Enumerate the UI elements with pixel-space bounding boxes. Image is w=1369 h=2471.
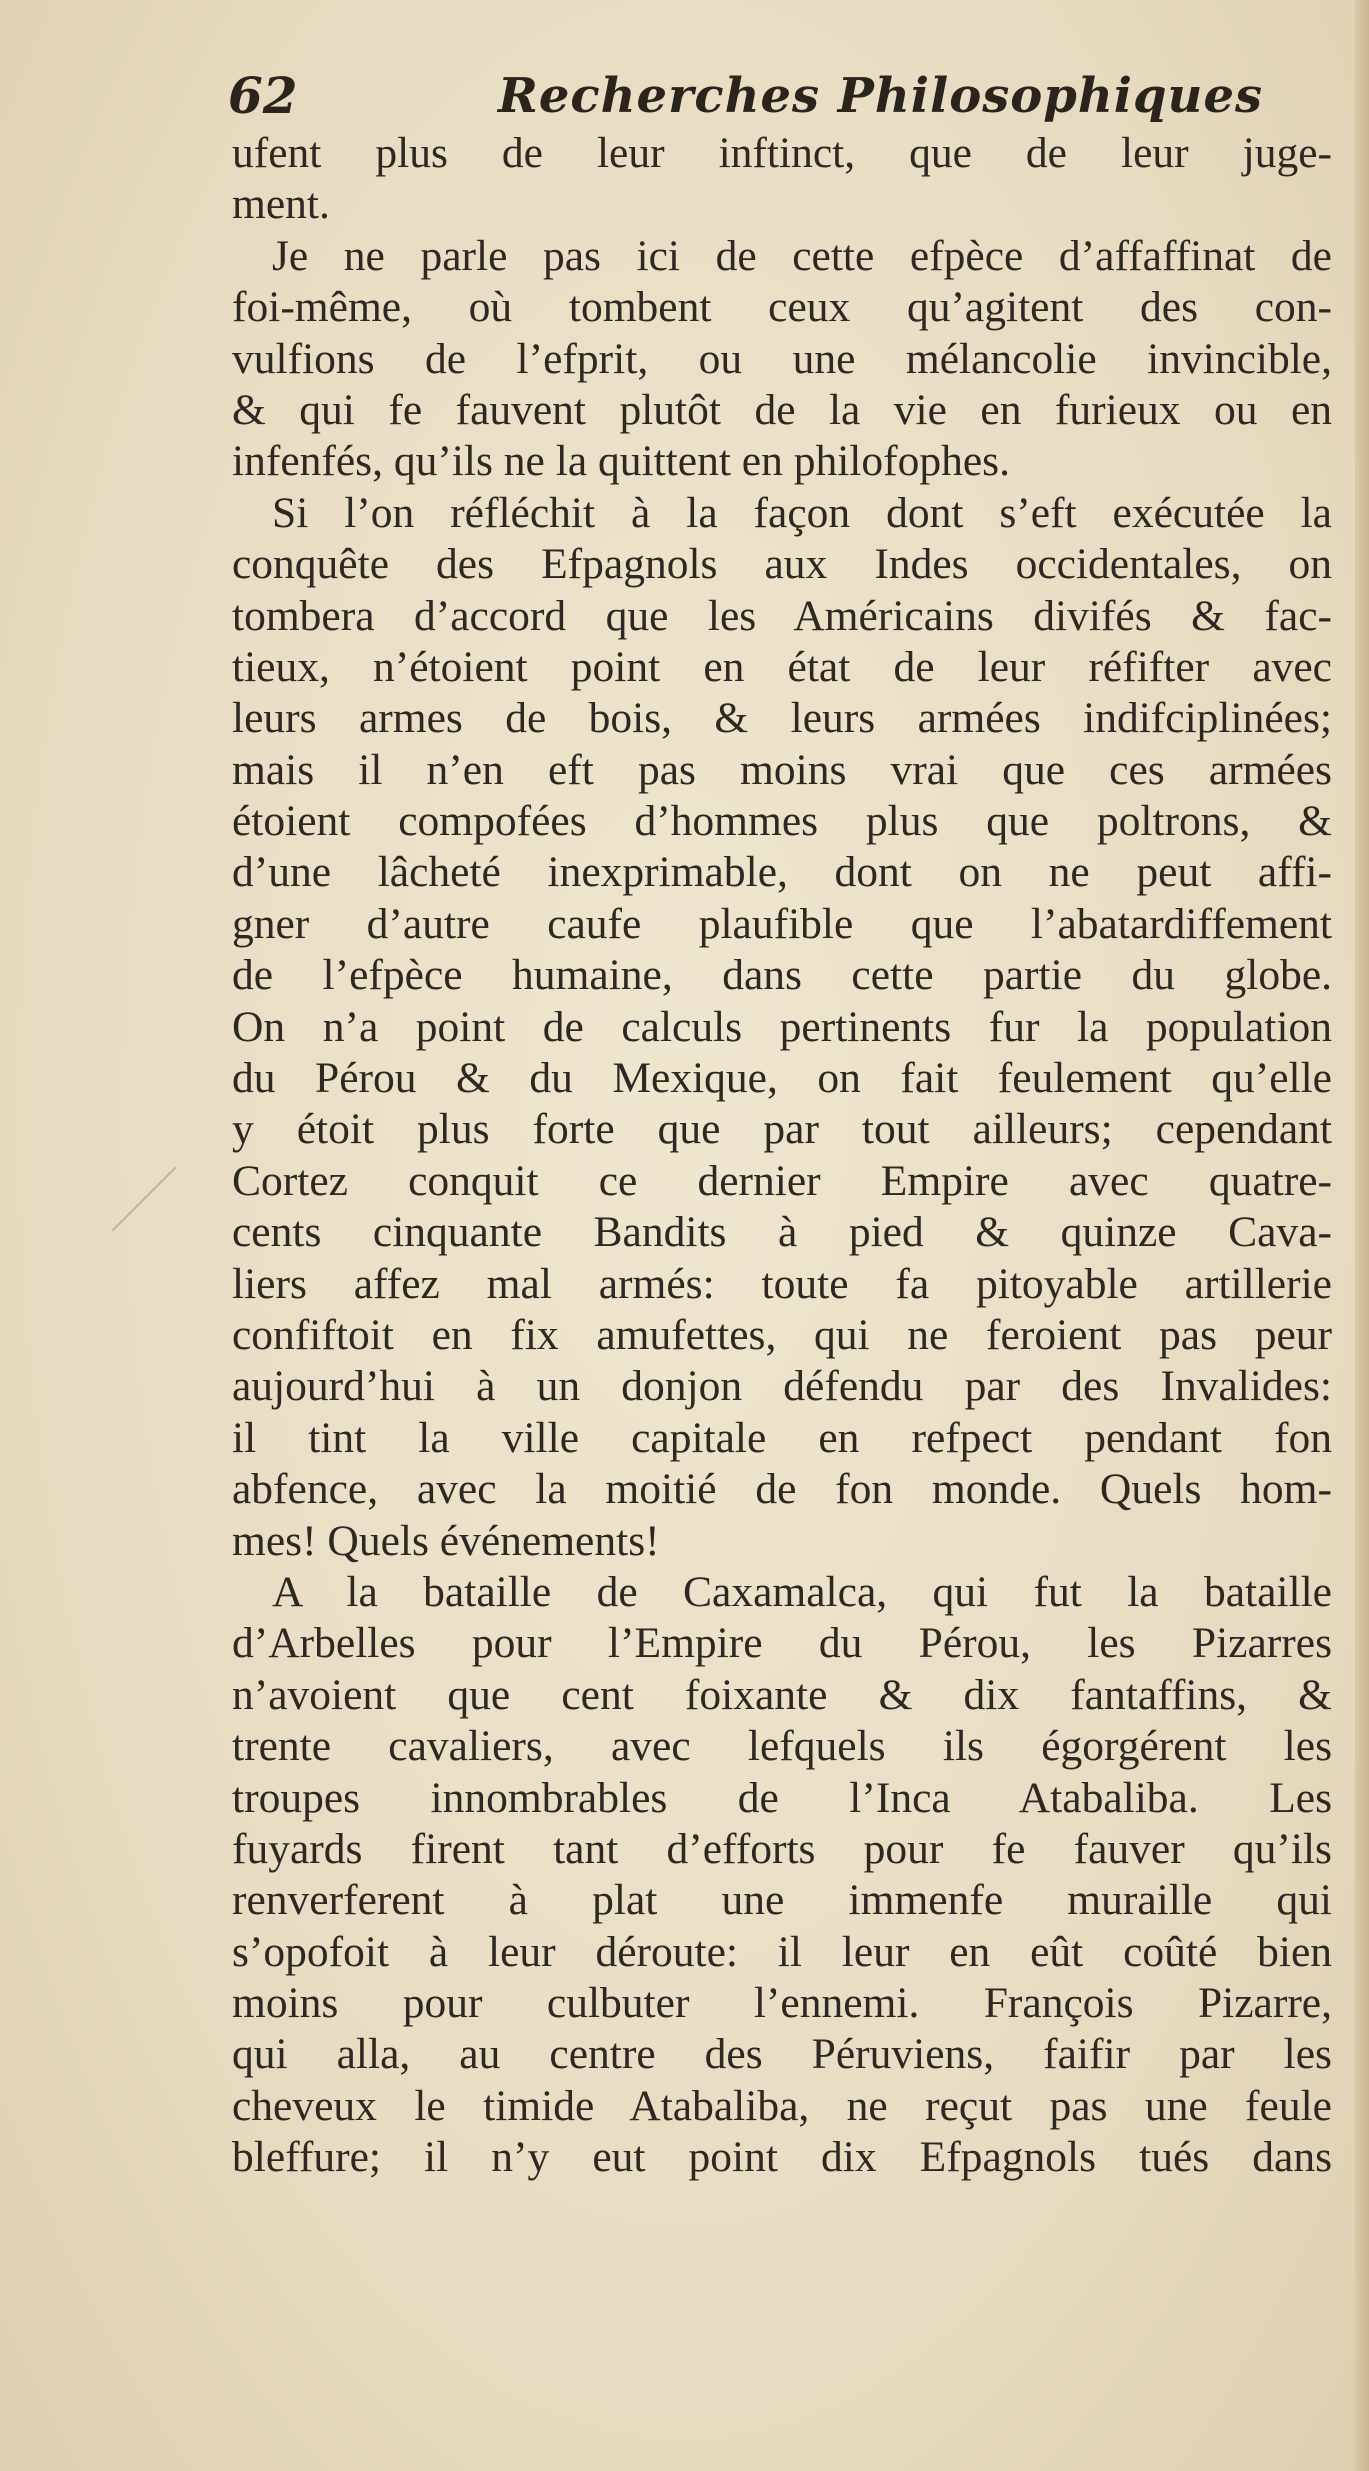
text-line: abfence, avec la moitié de fon monde. Quels hom-	[232, 1465, 1332, 1514]
text-line: confiftoit en fix amufettes, qui ne feroient pas peur	[232, 1310, 1332, 1359]
text-line: qui alla, au centre des Péruviens, faifir par les	[232, 2030, 1332, 2079]
text-line: infenfés, qu’ils ne la quittent en philofophes.	[232, 437, 1010, 486]
page-number: 62	[228, 66, 298, 125]
text-line: Cortez conquit ce dernier Empire avec quatre-	[232, 1156, 1332, 1205]
text-line: leurs armes de bois, & leurs armées indifciplinées;	[232, 694, 1332, 743]
text-line: tombera d’accord que les Américains divifés & fac-	[232, 591, 1332, 640]
text-line: troupes innombrables de l’Inca Atabaliba. Les	[232, 1773, 1332, 1822]
text-line: d’Arbelles pour l’Empire du Pérou, les Pizarres	[232, 1619, 1332, 1668]
text-line: d’une lâcheté inexprimable, dont on ne peut affi-	[232, 848, 1332, 897]
text-line: conquête des Efpagnols aux Indes occidentales, on	[232, 540, 1332, 589]
text-line: de l’efpèce humaine, dans cette partie du globe.	[232, 951, 1332, 1000]
text-line: moins pour culbuter l’ennemi. François Pizarre,	[232, 1979, 1332, 2028]
text-line: ufent plus de leur inftinct, que de leur juge-	[232, 129, 1332, 177]
text-line: ment.	[232, 180, 330, 229]
text-line: tieux, n’étoient point en état de leur réfifter avec	[232, 642, 1332, 691]
text-line: cents cinquante Bandits à pied & quinze Cava-	[232, 1208, 1332, 1257]
text-line: n’avoient que cent foixante & dix fantaffins, &	[232, 1670, 1332, 1719]
text-line: y étoit plus forte que par tout ailleurs; cependant	[232, 1105, 1332, 1154]
text-line: liers affez mal armés: toute fa pitoyable artillerie	[232, 1259, 1332, 1308]
text-line: étoient compofées d’hommes plus que poltrons, &	[232, 797, 1332, 846]
text-line: aujourd’hui à un donjon défendu par des Invalides:	[232, 1362, 1332, 1411]
page-edge-shadow	[1355, 0, 1369, 2471]
text-line: gner d’autre caufe plaufible que l’abatardiffement	[232, 899, 1332, 948]
text-line: On n’a point de calculs pertinents fur la population	[232, 1002, 1332, 1051]
text-line: vulfions de l’efprit, ou une mélancolie invincible,	[232, 334, 1332, 383]
text-line: fuyards firent tant d’efforts pour fe fauver qu’ils	[232, 1824, 1332, 1873]
pencil-mark	[111, 1167, 176, 1232]
text-line: du Pérou & du Mexique, on fait feulement qu’elle	[232, 1054, 1332, 1103]
text-line: il tint la ville capitale en refpect pendant fon	[232, 1413, 1332, 1462]
text-line: mais il n’en eft pas moins vrai que ces armées	[232, 745, 1332, 794]
body-text	[232, 128, 1332, 2184]
text-line: mes! Quels événements!	[232, 1516, 660, 1565]
text-line: trente cavaliers, avec lefquels ils égorgérent les	[232, 1722, 1332, 1771]
text-line: bleffure; il n’y eut point dix Efpagnols tués dans	[232, 2133, 1332, 2182]
text-line: s’opofoit à leur déroute: il leur en eût coûté bien	[232, 1927, 1332, 1976]
text-line: Si l’on réfléchit à la façon dont s’eft exécutée la	[272, 488, 1332, 537]
text-line: foi-même, où tombent ceux qu’agitent des con-	[232, 283, 1332, 332]
text-line: & qui fe fauvent plutôt de la vie en furieux ou en	[232, 385, 1332, 434]
text-line: A la bataille de Caxamalca, qui fut la bataille	[272, 1567, 1332, 1616]
text-line: Je ne parle pas ici de cette efpèce d’affaffinat de	[272, 231, 1332, 280]
text-line: cheveux le timide Atabaliba, ne reçut pas une feule	[232, 2081, 1332, 2130]
text-line: renverferent à plat une immenfe muraille qui	[232, 1876, 1332, 1925]
running-header	[228, 66, 1308, 136]
running-title: Recherches Philosophiques	[498, 68, 1264, 124]
